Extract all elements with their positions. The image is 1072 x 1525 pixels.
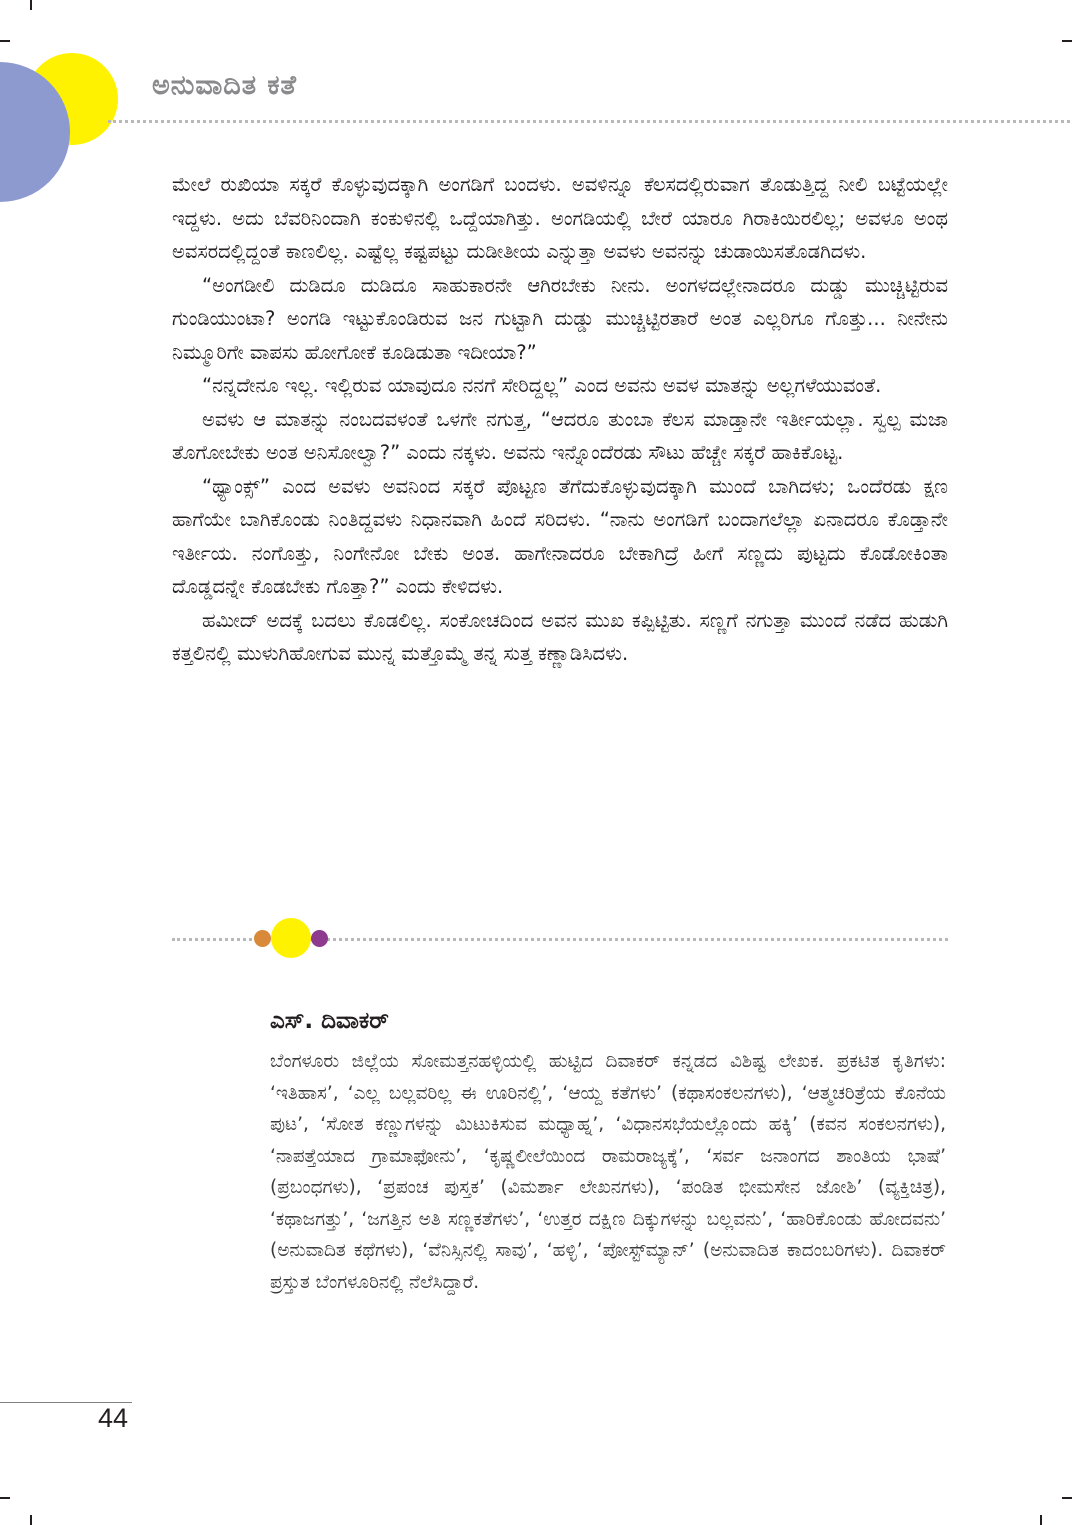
story-paragraph: “ಥ್ಯಾಂಕ್ಸ್” ಎಂದ ಅವಳು ಅವನಿಂದ ಸಕ್ಕರೆ ಪೊಟ್ಟಣ ತೆಗೆದುಕೊಳ್ಳುವುದಕ್ಕಾಗಿ ಮುಂದೆ ಬಾಗಿದಳು; ಒಂದೆರಡು ಕ್ಷಣ ಹಾಗೆಯೇ ಬಾಗಿಕೊಂಡು ನಿಂತಿದ್ದವಳು ನಿಧಾನವಾಗಿ ಹಿಂದೆ ಸರಿದಳು. “ನಾನು ಅಂಗಡಿಗೆ ಬಂದಾಗಲೆಲ್ಲಾ ಏನಾದರೂ ಕೊಡ್ತಾನೇ ಇರ್ತೀಯ. ನಂಗೊತ್ತು, ನಿಂಗೇನೋ ಬೇಕು ಅಂತ. ಹಾಗೇನಾದರೂ ಬೇಕಾಗಿದ್ರೆ ಹೀಗೆ ಸಣ್ಣದು ಪುಟ್ಟದು ಕೊಡೋಕಿಂತಾ ದೊಡ್ಡದನ್ನೇ ಕೊಡಬೇಕು ಗೊತ್ತಾ?” ಎಂದು ಕೇಳಿದಳು.: [172, 474, 948, 598]
divider-yellow-dot: [271, 918, 311, 958]
crop-mark: [1062, 1497, 1072, 1499]
story-paragraph: “ಅಂಗಡೀಲಿ ದುಡಿದೂ ದುಡಿದೂ ಸಾಹುಕಾರನೇ ಆಗಿರಬೇಕು ನೀನು. ಅಂಗಳದಲ್ಲೇನಾದರೂ ದುಡ್ಡು ಮುಚ್ಚಿಟ್ಟಿರುವ ಗುಂಡಿಯುಂಟಾ? ಅಂಗಡಿ ಇಟ್ಟುಕೊಂಡಿರುವ ಜನ ಗುಟ್ಟಾಗಿ ದುಡ್ಡು ಮುಚ್ಚಿಟ್ಟಿರತಾರೆ ಅಂತ ಎಲ್ಲರಿಗೂ ಗೊತ್ತು... ನೀನೇನು ನಿಮ್ಮೂರಿಗೇ ವಾಪಸು ಹೋಗೋಕೆ ಕೂಡಿಡುತಾ ಇದೀಯಾ?”: [172, 273, 948, 364]
divider-purple-dot: [311, 930, 328, 947]
page-number: 44: [98, 1403, 129, 1433]
crop-mark: [30, 1515, 32, 1525]
crop-mark: [0, 1497, 10, 1499]
crop-mark: [0, 40, 10, 42]
story-paragraph: ಅವಳು ಆ ಮಾತನ್ನು ನಂಬದವಳಂತೆ ಒಳಗೇ ನಗುತ್ತ, “ಆದರೂ ತುಂಬಾ ಕೆಲಸ ಮಾಡ್ತಾನೇ ಇರ್ತೀಯಲ್ಲಾ. ಸ್ವಲ್ಪ ಮಜಾ ತೊಗೋಬೇಕು ಅಂತ ಅನಿಸೋಲ್ವಾ?” ಎಂದು ನಕ್ಕಳು. ಅವನು ಇನ್ನೊಂದೆರಡು ಸೌಟು ಹೆಚ್ಚೇ ಸಕ್ಕರೆ ಹಾಕಿಕೊಟ್ಟ.: [172, 407, 948, 464]
header-dotted-rule: [108, 120, 1070, 123]
author-name: ಎಸ್. ದಿವಾಕರ್: [270, 1008, 389, 1034]
crop-mark: [30, 0, 32, 10]
crop-mark: [1062, 40, 1072, 42]
crop-mark: [1040, 1515, 1042, 1525]
section-title: ಅನುವಾದಿತ ಕತೆ: [152, 70, 297, 101]
story-paragraph: ಮೇಲೆ ರುಖಿಯಾ ಸಕ್ಕರೆ ಕೊಳ್ಳುವುದಕ್ಕಾಗಿ ಅಂಗಡಿಗೆ ಬಂದಳು. ಅವಳಿನ್ನೂ ಕೆಲಸದಲ್ಲಿರುವಾಗ ತೊಡುತ್ತಿದ್ದ ನೀಲಿ ಬಟ್ಟೆಯಲ್ಲೇ ಇದ್ದಳು. ಅದು ಬೆವರಿನಿಂದಾಗಿ ಕಂಕುಳಿನಲ್ಲಿ ಒದ್ದೆಯಾಗಿತ್ತು. ಅಂಗಡಿಯಲ್ಲಿ ಬೇರೆ ಯಾರೂ ಗಿರಾಕಿಯಿರಲಿಲ್ಲ; ಅವಳೂ ಅಂಥ ಅವಸರದಲ್ಲಿದ್ದಂತೆ ಕಾಣಲಿಲ್ಲ. ಎಷ್ಟೆಲ್ಲ ಕಷ್ಟಪಟ್ಟು ದುಡೀತೀಯ ಎನ್ನುತ್ತಾ ಅವಳು ಅವನನ್ನು ಚುಡಾಯಿಸತೊಡಗಿದಳು.: [172, 173, 948, 263]
story-body: [172, 168, 948, 671]
divider-orange-dot: [254, 930, 271, 947]
story-paragraph: “ನನ್ನದೇನೂ ಇಲ್ಲ. ಇಲ್ಲಿರುವ ಯಾವುದೂ ನನಗೆ ಸೇರಿದ್ದಲ್ಲ” ಎಂದ ಅವನು ಅವಳ ಮಾತನ್ನು ಅಲ್ಲಗಳೆಯುವಂತೆ.: [202, 374, 882, 397]
author-bio: ಬೆಂಗಳೂರು ಜಿಲ್ಲೆಯ ಸೋಮತ್ತನಹಳ್ಳಿಯಲ್ಲಿ ಹುಟ್ಟಿದ ದಿವಾಕರ್ ಕನ್ನಡದ ವಿಶಿಷ್ಟ ಲೇಖಕ. ಪ್ರಕಟಿತ ಕೃತಿಗಳು: ‘ಇತಿಹಾಸ’, ‘ಎಲ್ಲ ಬಲ್ಲವರಿಲ್ಲ ಈ ಊರಿನಲ್ಲಿ’, ‘ಆಯ್ದ ಕತೆಗಳು’ (ಕಥಾಸಂಕಲನಗಳು), ‘ಆತ್ಮಚರಿತ್ರೆಯ ಕೊನೆಯ ಪುಟ’, ‘ಸೋತ ಕಣ್ಣುಗಳನ್ನು ಮಿಟುಕಿಸುವ ಮಧ್ಯಾಹ್ನ’, ‘ವಿಧಾನಸಭೆಯಲ್ಲೊಂದು ಹಕ್ಕಿ’ (ಕವನ ಸಂಕಲನಗಳು), ‘ನಾಪತ್ತೆಯಾದ ಗ್ರಾಮಾಫೋನು’, ‘ಕೃಷ್ಣಲೀಲೆಯಿಂದ ರಾಮರಾಜ್ಯಕ್ಕೆ’, ‘ಸರ್ವ ಜನಾಂಗದ ಶಾಂತಿಯ ಭಾಷೆ’ (ಪ್ರಬಂಧಗಳು), ‘ಪ್ರಪಂಚ ಪುಸ್ತಕ’ (ವಿಮರ್ಶಾ ಲೇಖನಗಳು), ‘ಪಂಡಿತ ಭೀಮಸೇನ ಜೋಶಿ’ (ವ್ಯಕ್ತಿಚಿತ್ರ), ‘ಕಥಾಜಗತ್ತು’, ‘ಜಗತ್ತಿನ ಅತಿ ಸಣ್ಣಕತೆಗಳು’, ‘ಉತ್ತರ ದಕ್ಷಿಣ ದಿಕ್ಕುಗಳನ್ನು ಬಲ್ಲವನು’, ‘ಹಾರಿಕೊಂಡು ಹೋದವನು’ (ಅನುವಾದಿತ ಕಥೆಗಳು), ‘ವೆನಿಸ್ಸಿನಲ್ಲಿ ಸಾವು’, ‘ಹಳ್ಳಿ’, ‘ಪೋಸ್ಟ್‌ಮ್ಯಾನ್’ (ಅನುವಾದಿತ ಕಾದಂಬರಿಗಳು). ದಿವಾಕರ್ ಪ್ರಸ್ತುತ ಬೆಂಗಳೂರಿನಲ್ಲಿ ನೆಲೆಸಿದ್ದಾರೆ.: [270, 1051, 946, 1293]
story-paragraph: ಹಮೀದ್ ಅದಕ್ಕೆ ಬದಲು ಕೊಡಲಿಲ್ಲ. ಸಂಕೋಚದಿಂದ ಅವನ ಮುಖ ಕಪ್ಪಿಟ್ಟಿತು. ಸಣ್ಣಗೆ ನಗುತ್ತಾ ಮುಂದೆ ನಡೆದ ಹುಡುಗಿ ಕತ್ತಲಿನಲ್ಲಿ ಮುಳುಗಿಹೋಗುವ ಮುನ್ನ ಮತ್ತೊಮ್ಮೆ ತನ್ನ ಸುತ್ತ ಕಣ್ಣಾಡಿಸಿದಳು.: [172, 608, 948, 665]
